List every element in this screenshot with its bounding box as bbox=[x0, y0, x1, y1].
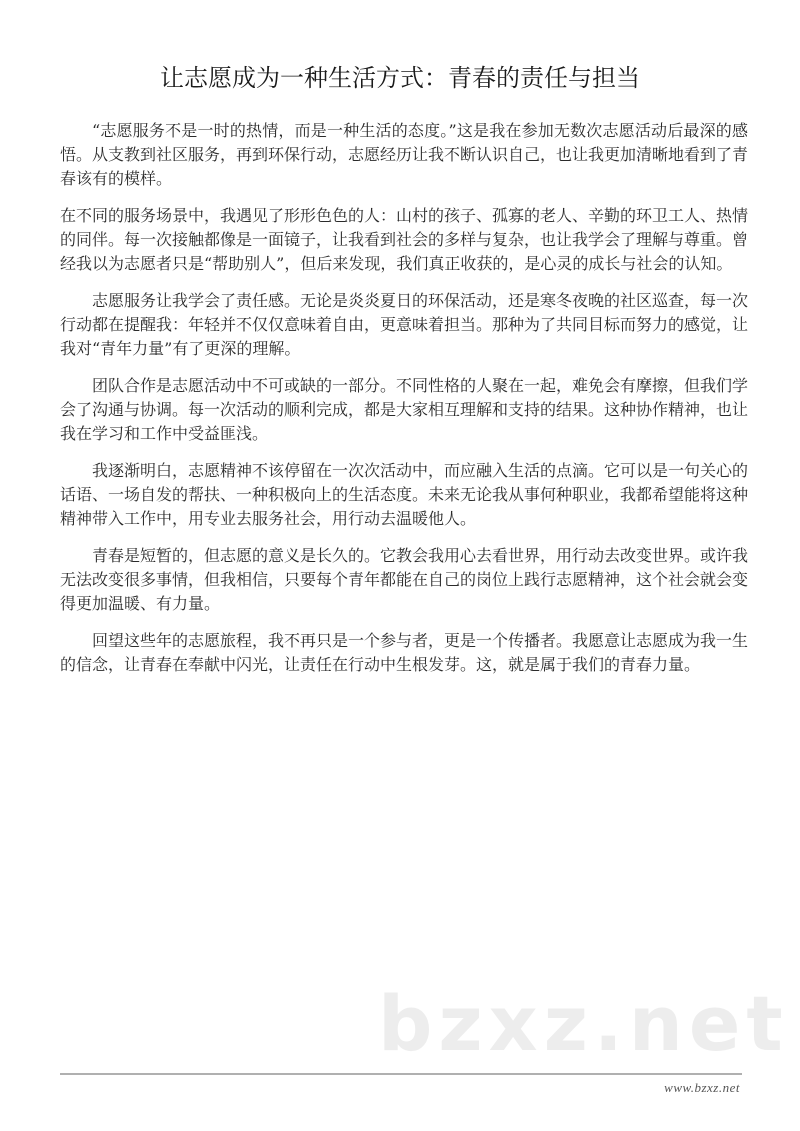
footer-divider bbox=[60, 1073, 742, 1075]
document-title: 让志愿成为一种生活方式：青春的责任与担当 bbox=[160, 64, 640, 92]
paragraph: 我逐渐明白，志愿精神不该停留在一次次活动中，而应融入生活的点滴。它可以是一句关心的话语、一场自发的帮扶、一种积极向上的生活态度。未来无论我从事何种职业，我都希望能将这种精神带入工作中，用专业去服务社会，用行动去温暖他人。 bbox=[60, 461, 749, 528]
document-body bbox=[60, 119, 748, 690]
paragraph: 回望这些年的志愿旅程，我不再只是一个参与者，更是一个传播者。我愿意让志愿成为我一生的信念，让青春在奉献中闪光，让责任在行动中生根发芽。这，就是属于我们的青春力量。 bbox=[60, 631, 749, 674]
paragraph: 在不同的服务场景中，我遇见了形形色色的人：山村的孩子、孤寡的老人、辛勤的环卫工人、热情的同伴。每一次接触都像是一面镜子，让我看到社会的多样与复杂，也让我学会了理解与尊重。曾经我以为志愿者只是“帮助别人”，但后来发现，我们真正收获的，是心灵的成长与社会的认知。 bbox=[60, 206, 749, 273]
paragraph: 志愿服务让我学会了责任感。无论是炎炎夏日的环保活动，还是寒冬夜晚的社区巡查，每一次行动都在提醒我：年轻并不仅仅意味着自由，更意味着担当。那种为了共同目标而努力的感觉，让我对“青年力量”有了更深的理解。 bbox=[60, 291, 749, 358]
footer-url: www.bzxz.net bbox=[664, 1080, 740, 1095]
paragraph: 团队合作是志愿活动中不可或缺的一部分。不同性格的人聚在一起，难免会有摩擦，但我们学会了沟通与协调。每一次活动的顺利完成，都是大家相互理解和支持的结果。这种协作精神，也让我在学习和工作中受益匪浅。 bbox=[60, 376, 749, 443]
paragraph: “志愿服务不是一时的热情，而是一种生活的态度。”这是我在参加无数次志愿活动后最深的感悟。从支教到社区服务，再到环保行动，志愿经历让我不断认识自己，也让我更加清晰地看到了青春该有的模样。 bbox=[60, 121, 749, 188]
watermark: bzxz.net bbox=[378, 979, 789, 1068]
paragraph: 青春是短暂的，但志愿的意义是长久的。它教会我用心去看世界，用行动去改变世界。或许我无法改变很多事情，但我相信，只要每个青年都能在自己的岗位上践行志愿精神，这个社会就会变得更加温暖、有力量。 bbox=[60, 546, 749, 613]
